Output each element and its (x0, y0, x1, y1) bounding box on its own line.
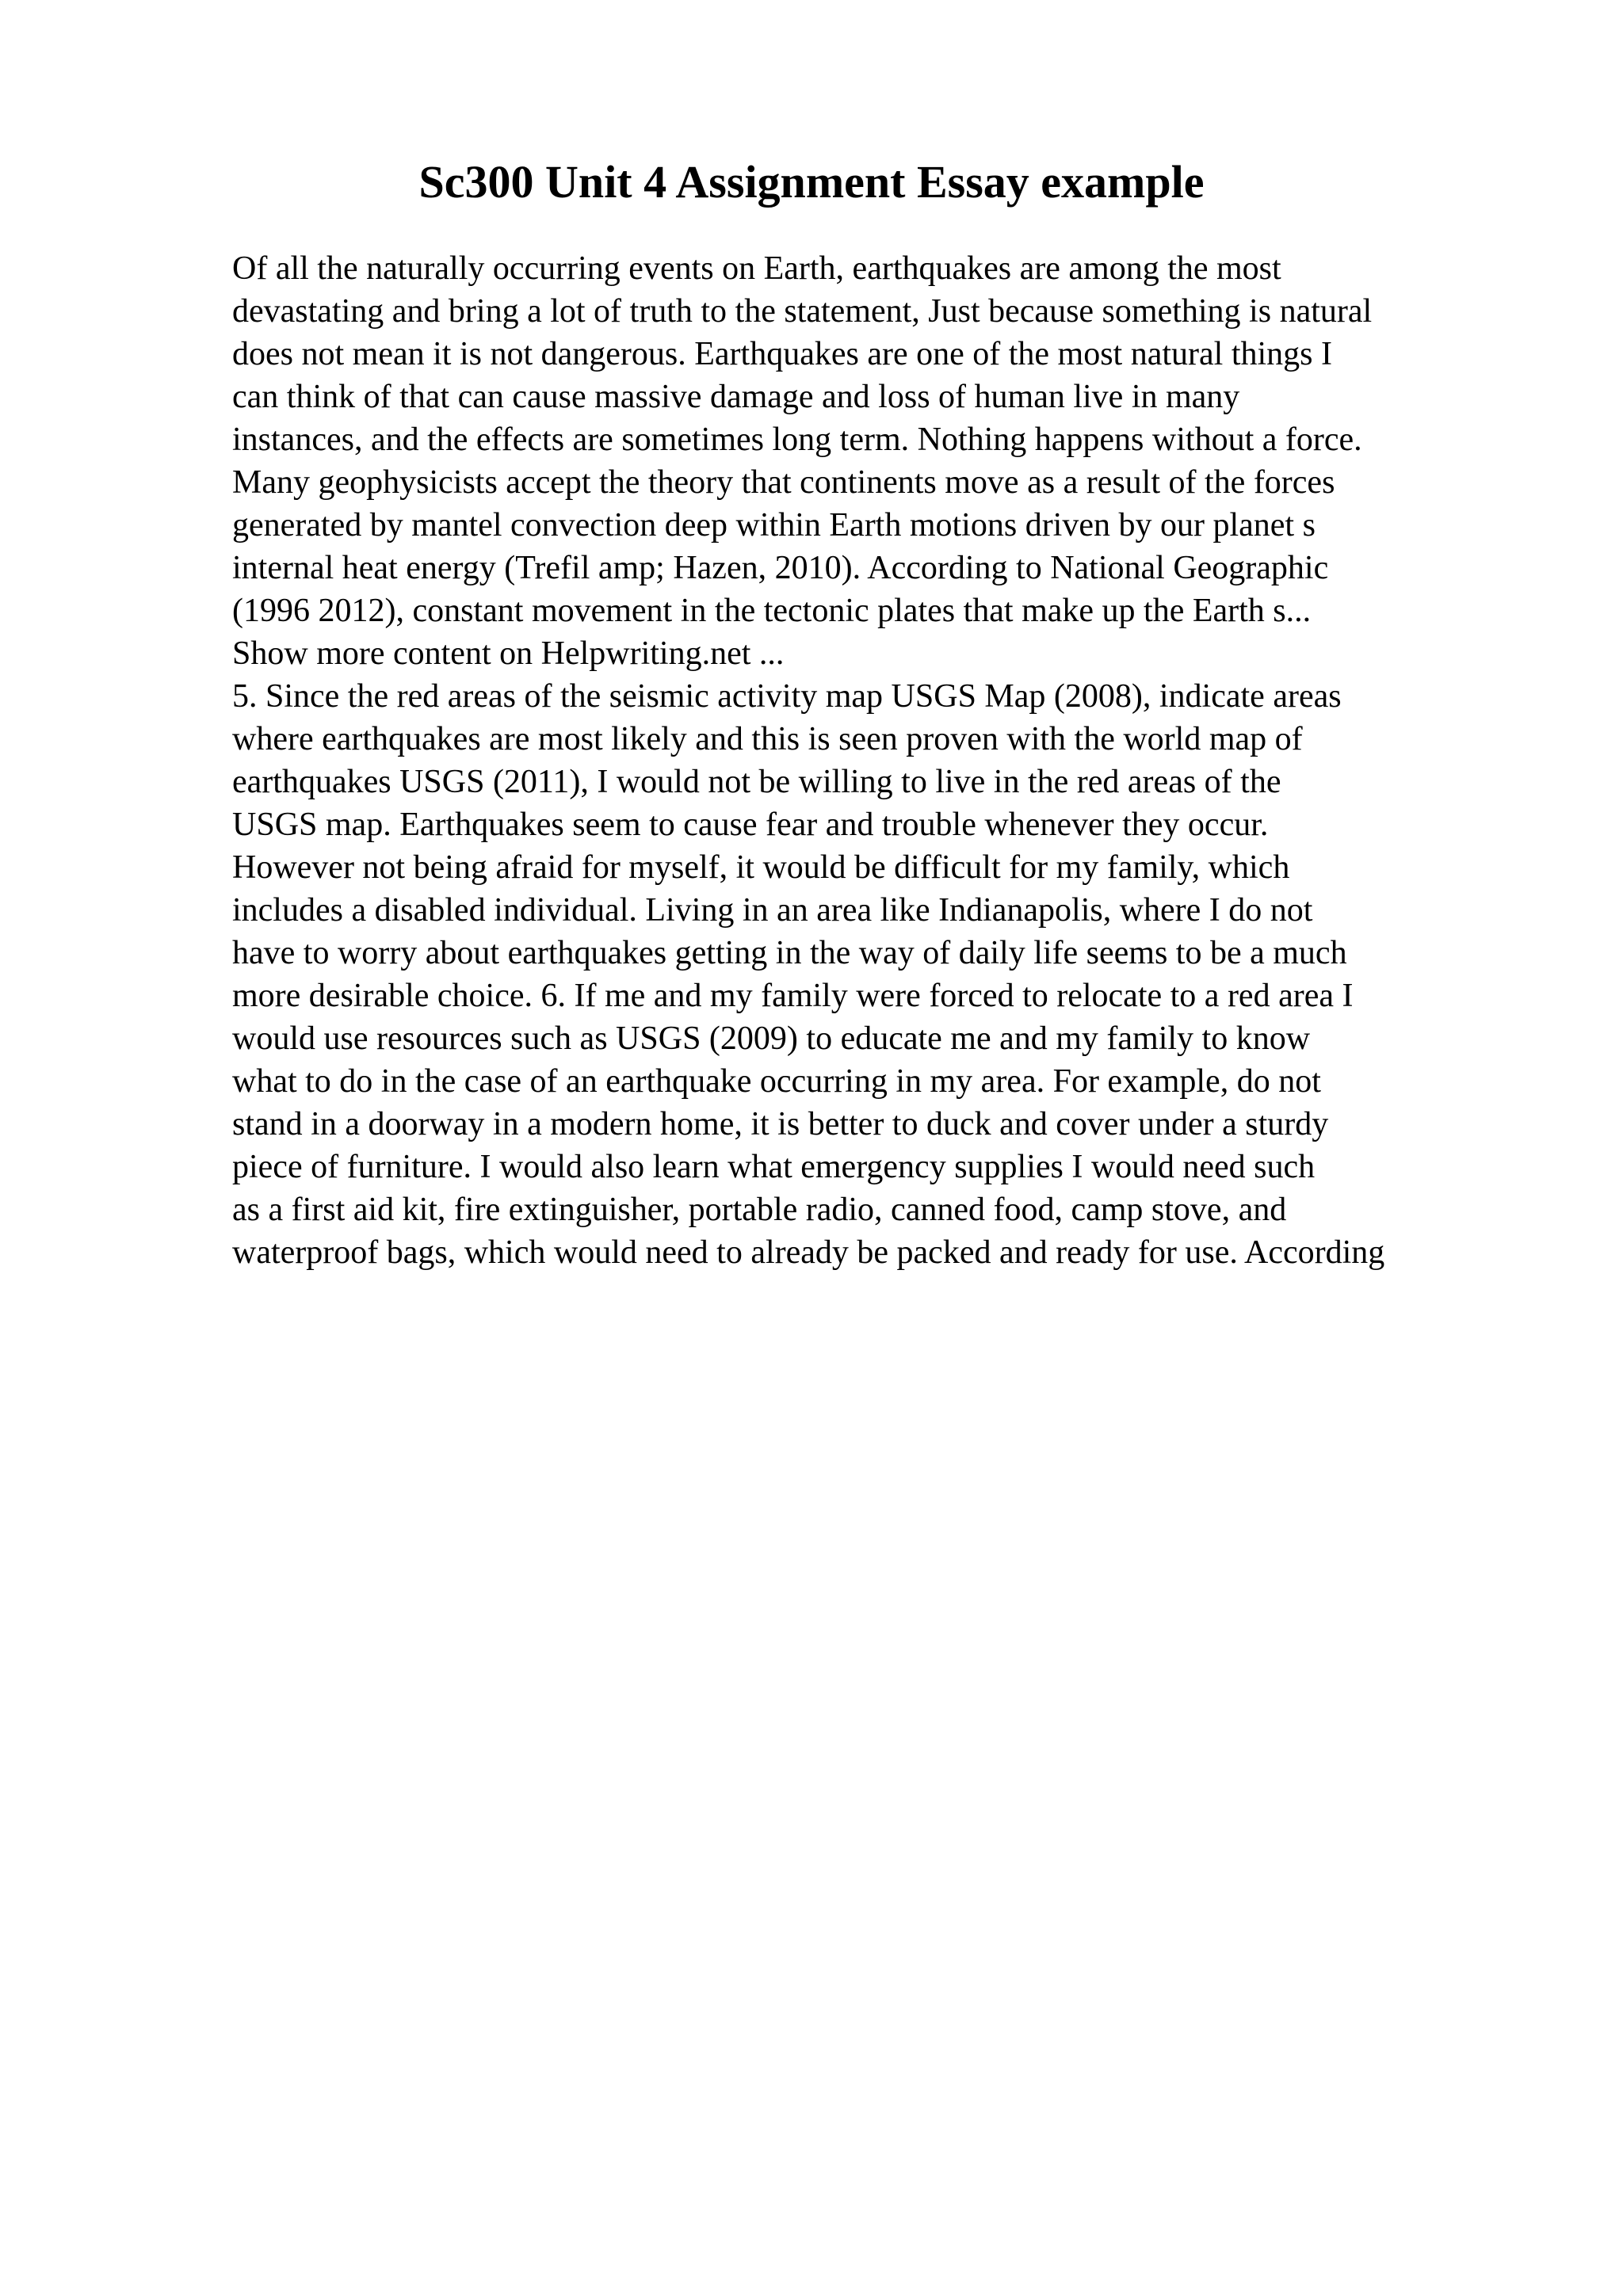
text-line: instances, and the effects are sometimes long term. Nothing happens without a force. (232, 421, 1362, 458)
text-line: what to do in the case of an earthquake occurring in my area. For example, do not (232, 1063, 1321, 1100)
text-line: internal heat energy (Trefil amp; Hazen, 2010). According to National Geographic (232, 550, 1329, 586)
text-line: USGS map. Earthquakes seem to cause fear and trouble whenever they occur. (232, 807, 1269, 843)
text-line: generated by mantel convection deep within Earth motions driven by our planet s (232, 507, 1316, 543)
text-line: more desirable choice. 6. If me and my family were forced to relocate to a red area I (232, 978, 1354, 1014)
show-more-line: Show more content on Helpwriting.net ... (232, 635, 785, 672)
text-line: waterproof bags, which would need to already be packed and ready for use. According (232, 1234, 1385, 1271)
text-line: can think of that can cause massive damage and loss of human live in many (232, 379, 1240, 415)
text-line: (1996 2012), constant movement in the tectonic plates that make up the Earth s... (232, 593, 1312, 629)
text-line: would use resources such as USGS (2009) to educate me and my family to know (232, 1020, 1311, 1057)
essay-body (232, 247, 1611, 1274)
text-line: However not being afraid for myself, it would be difficult for my family, which (232, 849, 1290, 886)
text-line: where earthquakes are most likely and this is seen proven with the world map of (232, 721, 1303, 757)
document-title: Sc300 Unit 4 Assignment Essay example (418, 156, 1205, 208)
text-line: does not mean it is not dangerous. Earthquakes are one of the most natural things I (232, 336, 1332, 372)
text-line: have to worry about earthquakes getting in the way of daily life seems to be a much (232, 935, 1347, 971)
text-line: as a first aid kit, fire extinguisher, portable radio, canned food, camp stove, and (232, 1192, 1287, 1228)
text-line: piece of furniture. I would also learn what emergency supplies I would need such (232, 1149, 1316, 1185)
text-line: includes a disabled individual. Living in an area like Indianapolis, where I do not (232, 892, 1313, 929)
text-line: stand in a doorway in a modern home, it is better to duck and cover under a sturdy (232, 1106, 1329, 1142)
text-line: earthquakes USGS (2011), I would not be willing to live in the red areas of the (232, 764, 1281, 800)
text-line: devastating and bring a lot of truth to the statement, Just because something is natural (232, 293, 1373, 330)
text-line: 5. Since the red areas of the seismic activity map USGS Map (2008), indicate areas (232, 678, 1342, 715)
text-line: Many geophysicists accept the theory that continents move as a result of the forces (232, 464, 1335, 501)
text-line: Of all the naturally occurring events on Earth, earthquakes are among the most (232, 250, 1281, 287)
